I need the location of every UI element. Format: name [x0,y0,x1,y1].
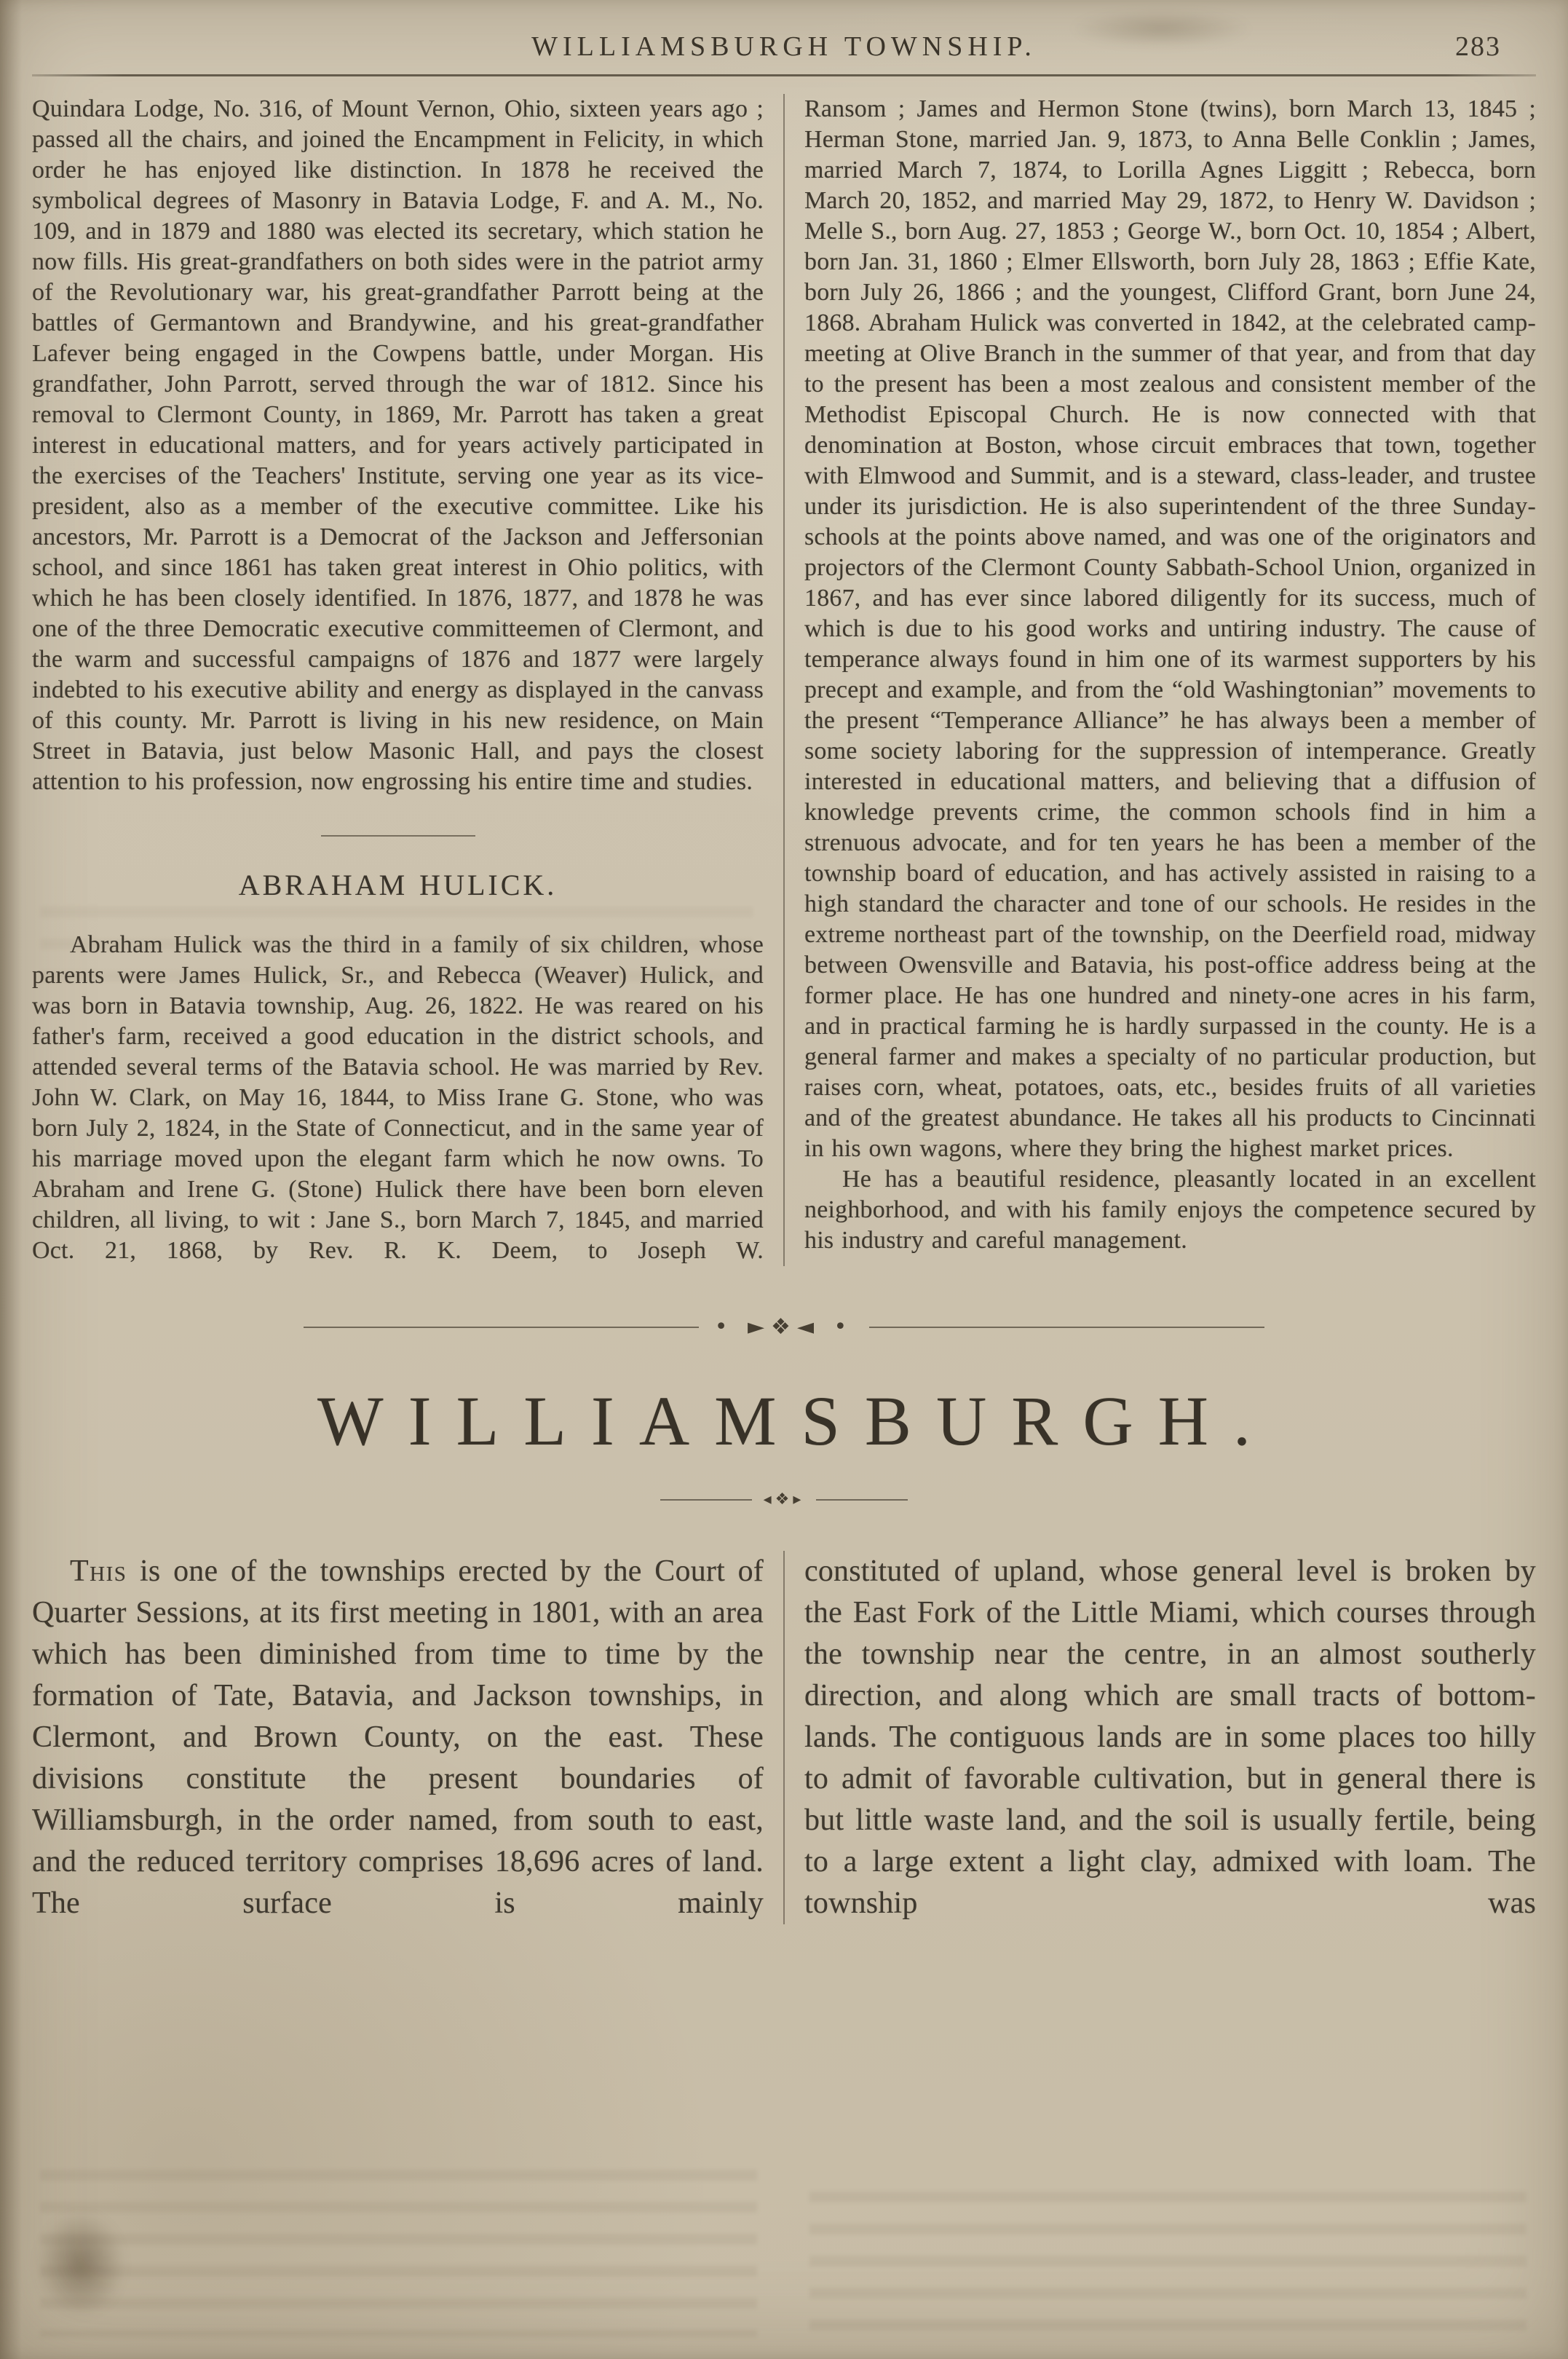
intro-left-paragraph [32,1551,764,1924]
hulick-heading: ABRAHAM HULICK. [238,869,558,901]
chapter-title: WILLIAMSBURGH. [317,1382,1275,1460]
lower-right-column [804,1551,1536,1924]
parrott-continuation-paragraph: Quindara Lodge, No. 316, of Mount Vernon, Ohio, sixteen years ago ; passed all the chairs, and joined the Encampment in Felicity, in which order he has enjoyed like distinction. In 1878 he received the symbolical degrees of Masonry in Batavia Lodge, F. and A. M., No. 109, and in 1879 and 1880 was elected its secretary, which station he now fills. His great-grandfathers on both sides were in the patriot army of the Revolutionary war, his great-grandfather Parrott being at the battles of Germantown and Brandywine, and his great-grandfather Lafever being engaged in the Cowpens battle, under Morgan. His grandfather, John Parrott, served through the war of 1812. Since his removal to Clermont County, in 1869, Mr. Parrott has taken a great interest in educational matters, and for years actively participated in the exercises of the Teachers' Institute, serving one year as its vice-president, also as a member of the executive committee. Like his ancestors, Mr. Parrott is a Democrat of the Jackson and Jeffersonian school, and since 1861 has taken great interest in Ohio politics, with which he has been closely identified. In 1876, 1877, and 1878 he was one of the three Democratic executive committeemen of Clermont, and the warm and successful campaigns of 1876 and 1877 were largely indebted to his executive ability and energy as displayed in the canvass of this county. Mr. Parrott is living in his new residence, on Main Street in Batavia, just below Masonic Hall, and pays the closest attention to his profession, now engrossing his entire time and studies. [32,95,764,795]
hulick-paragraph-left: Abraham Hulick was the third in a family of six children, whose parents were James Hulick, Sr., and Rebecca (Weaver) Hulick, and was born in Batavia township, Aug. 26, 1822. He was reared on his father's farm, received a good education in the district schools, and attended several terms of the Batavia school. He was married by Rev. John W. Clark, on May 16, 1844, to Miss Irane G. Stone, who was born July 2, 1824, in the State of Connecticut, and in the same year of his marriage moved upon the elegant farm which he now owns. To Abraham and Irene G. (Stone) Hulick there have been born eleven children, all living, to wit : Jane S., born March 7, 1845, and married Oct. 21, 1868, by Rev. R. K. Deem, to Joseph W. [32,931,764,1264]
column-divider-lower [783,1551,785,1924]
right-column [804,94,1536,1266]
section-rule [321,835,475,837]
divider-line-left [304,1327,699,1328]
sub-divider-line-right [816,1499,908,1501]
left-column [32,94,764,1266]
intro-lead-word: This [70,1554,127,1588]
column-gutter-lower [764,1551,804,1924]
fleuron-ornament-icon: • ►❖◄ • [714,1314,854,1340]
sub-divider [660,1490,908,1509]
column-gutter-upper [764,94,804,1266]
township-intro-section [32,1551,1536,1924]
hulick-paragraph-right: Ransom ; James and Hermon Stone (twins), born March 13, 1845 ; Herman Stone, married Jan. 9, 1873, to Anna Belle Conklin ; James, married March 7, 1874, to Lorilla Agnes Liggitt ; Rebecca, born March 20, 1852, and married May 29, 1872, to Henry W. Davidson ; Melle S., born Aug. 27, 1853 ; George W., born Oct. 10, 1854 ; Albert, born Jan. 31, 1860 ; Elmer Ellsworth, born July 28, 1863 ; Effie Kate, born July 26, 1866 ; and the youngest, Clifford Grant, born June 24, 1868. Abraham Hulick was converted in 1842, at the celebrated camp-meeting at Olive Branch in the summer of that year, and from that day to the present has been a most zealous and consistent member of the Methodist Episcopal Church. He is now connected with that denomination at Boston, whose circuit embraces that town, together with Elmwood and Summit, and is a steward, class-leader, and trustee under its jurisdiction. He is also superintendent of the three Sunday-schools at the points above named, and was one of the originators and projectors of the Clermont County Sabbath-School Union, organized in 1867, and has ever since labored diligently for its success, much of which is due to his good works and untiring industry. The cause of temperance always found in him one of its warmest supporters by his precept and example, and from the “old Washingtonian” movements to the present “Temperance Alliance” he has always been a member of some society laboring for the suppression of intemperance. Greatly interested in educational matters, and believing that a diffusion of knowledge prevents crime, the common schools find in him a strenuous advocate, and for ten years he has been a member of the township board of education, and has actively assisted in raising to a high standard the character and tone of our schools. He resides in the extreme northeast part of the township, on the Deerfield road, midway between Owensville and Batavia, his post-office address being at the former place. He has one hundred and ninety-one acres in his farm, and in practical farming he is hardly surpassed in the county. He is a general farmer and makes a specialty of no particular production, but raises corn, wheat, potatoes, oats, etc., besides fruits of all varieties and of the greatest abundance. He takes all his products to Cincinnati in his own wagons, where they bring the highest market prices. [804,95,1536,1162]
page-number: 283 [1455,31,1501,62]
header-rule [32,74,1536,76]
intro-left-text: is one of the townships erected by the Court of Quarter Sessions, at its first meeting in 1801, with an area which has been diminished from time to time by the formation of Tate, Batavia, and Jackson townships, in Clermont, and Brown County, on the east. These divisions constitute the present boundaries of Williamsburgh, in the order named, from south to east, and the reduced territory comprises 18,696 acres of land. The surface is mainly [32,1554,764,1920]
biography-section [32,94,1536,1266]
section-divider [304,1314,1264,1340]
bleedthrough-ghost-bottom-right [809,2192,1527,2337]
sub-divider-line-left [660,1499,752,1501]
hulick-closing-paragraph: He has a beautiful residence, pleasantly located in an excellent neighborhood, and with his family enjoys the competence secured by his industry and careful management. [804,1166,1536,1254]
bleedthrough-ghost-bottom-left [40,2170,757,2337]
running-title: WILLIAMSBURGH TOWNSHIP. [531,31,1037,62]
running-header [32,31,1536,68]
lower-left-column [32,1551,764,1924]
intro-right-paragraph: constituted of upland, whose general level is broken by the East Fork of the Little Miami, which courses through the township near the centre, in an almost southerly direction, and along which are small tracts of bottom-lands. The contiguous lands are in some places too hilly to admit of favorable cultivation, but in general there is but little waste land, and the soil is usually fertile, being to a large extent a light clay, admixed with loam. The township was [804,1554,1536,1920]
column-divider-upper [783,94,785,1266]
small-fleuron-icon: ◂❖▸ [763,1490,805,1509]
divider-line-right [869,1327,1264,1328]
